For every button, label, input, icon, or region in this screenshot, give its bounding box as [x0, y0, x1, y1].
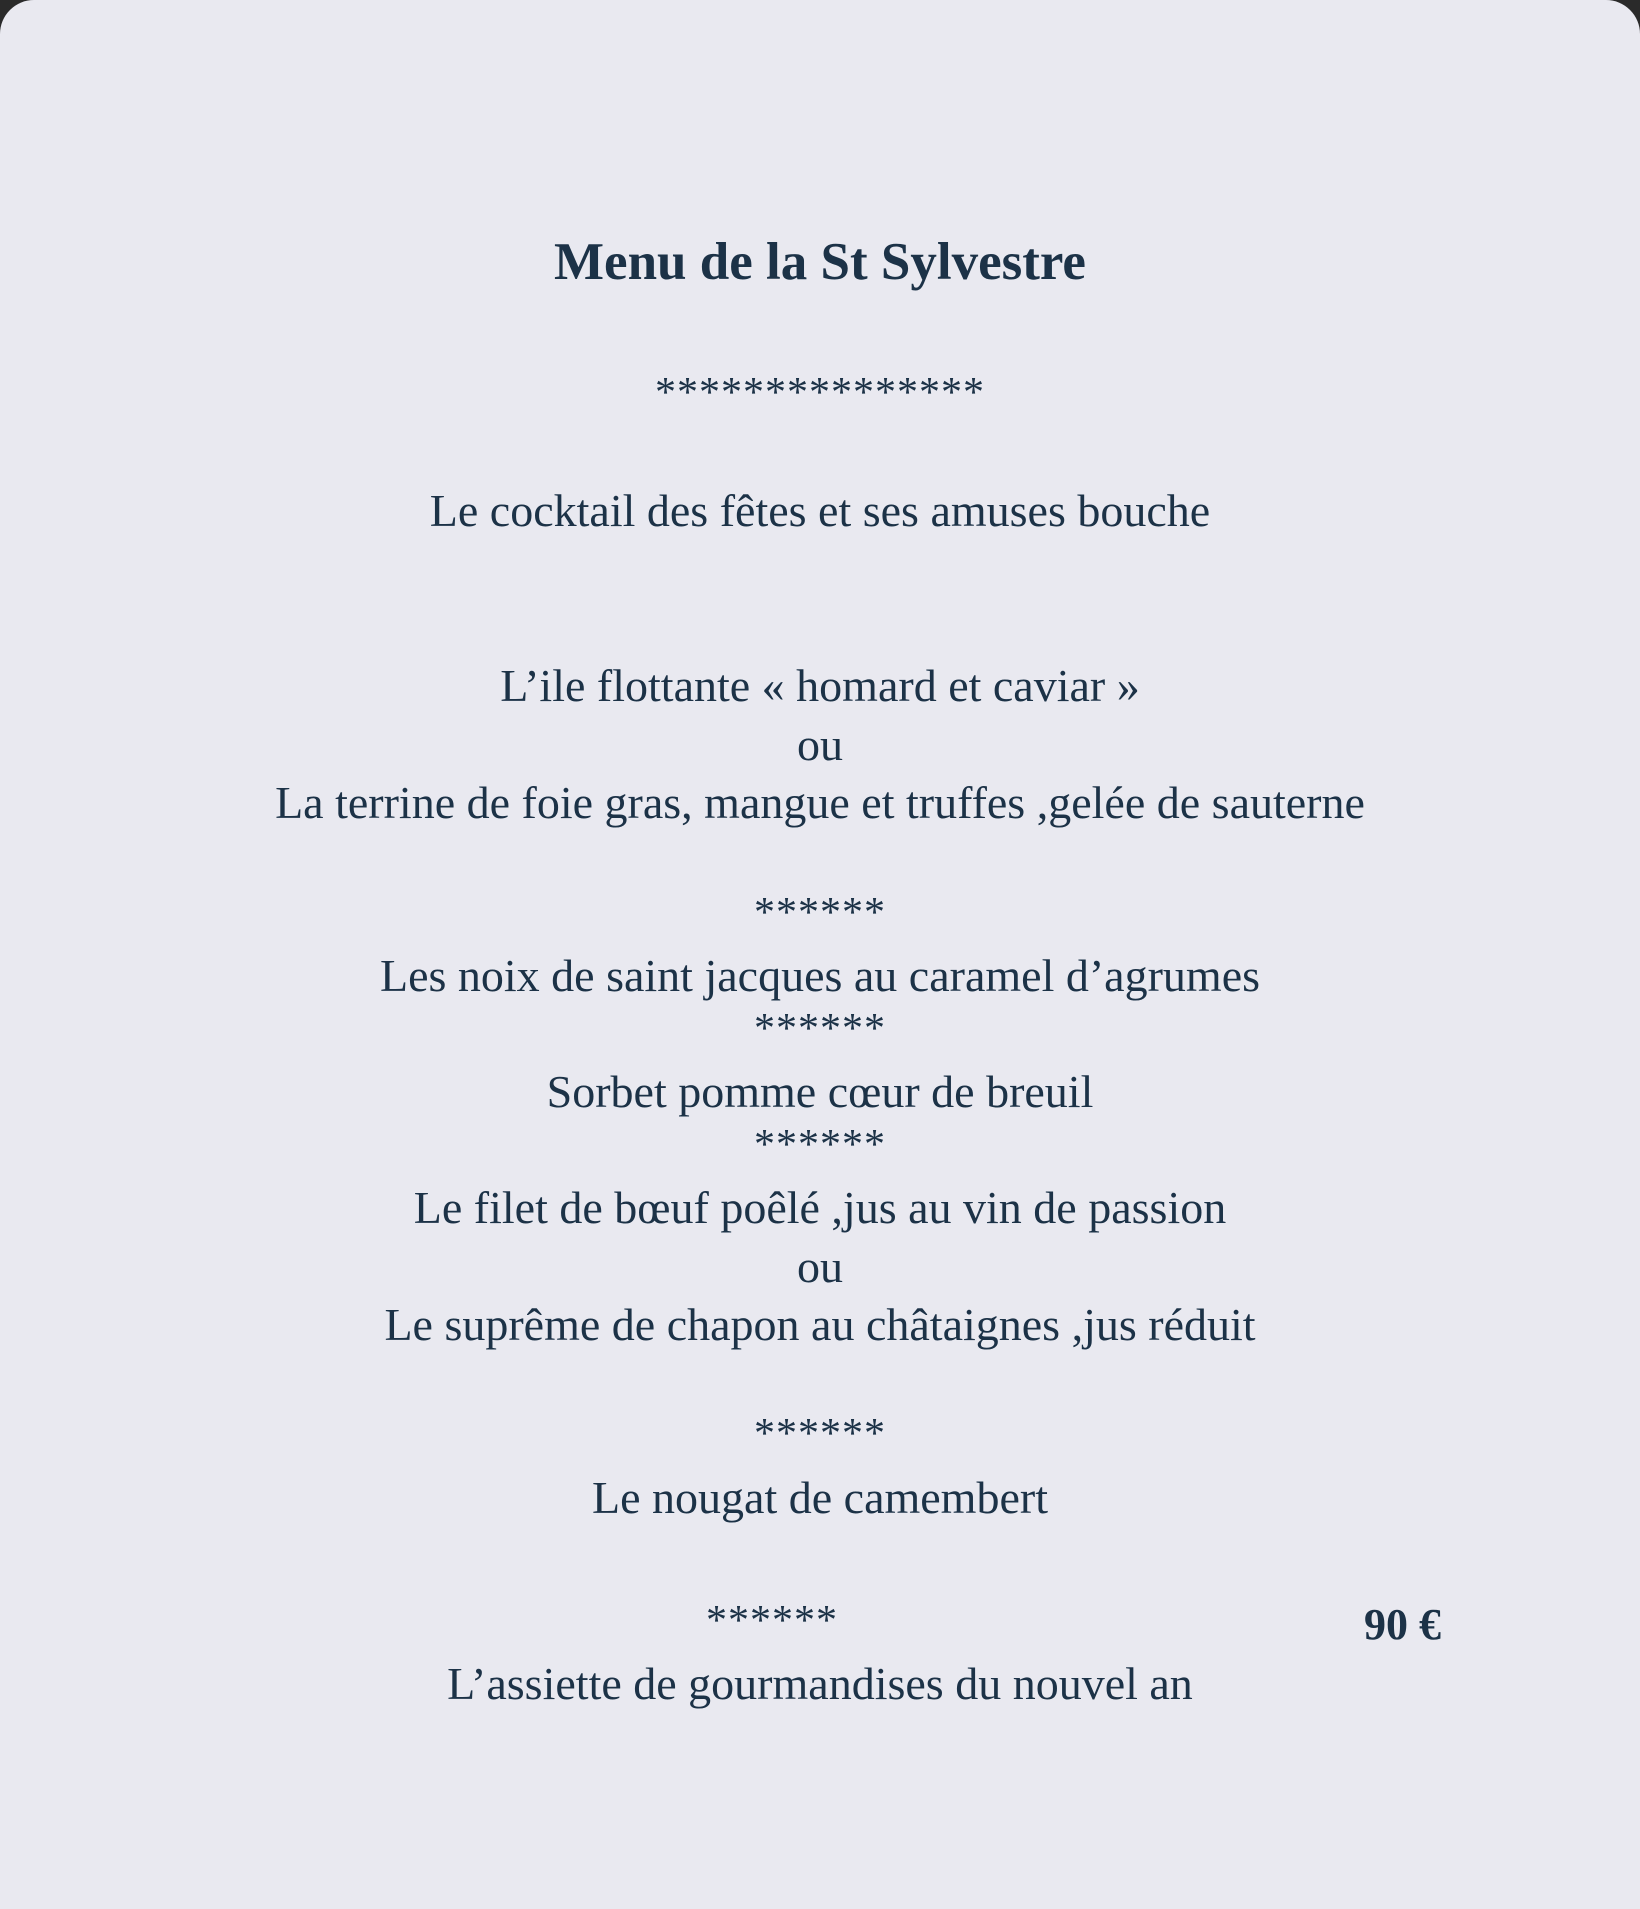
menu-price: 90 €	[1364, 1600, 1441, 1649]
separator-long: ***************	[655, 370, 985, 416]
main-option-2: Le suprême de chapon au châtaignes ,jus réduit	[384, 1299, 1256, 1350]
separator-3: ******	[754, 1122, 886, 1168]
main-option-1: Le filet de bœuf poêlé ,jus au vin de passion	[413, 1182, 1227, 1233]
starter-option-1: L’ile flottante « homard et caviar »	[500, 660, 1140, 711]
separator-4: ******	[754, 1411, 886, 1457]
cheese-course: Le nougat de camembert	[592, 1472, 1048, 1523]
separator-2: ******	[754, 1006, 886, 1052]
main-or: ou	[797, 1241, 843, 1292]
cocktail-item: Le cocktail des fêtes et ses amuses bouche	[429, 485, 1211, 536]
menu-title: Menu de la St Sylvestre	[554, 233, 1086, 291]
starter-option-2: La terrine de foie gras, mangue et truffes ,gelée de sauterne	[275, 777, 1365, 828]
starter-or: ou	[797, 719, 843, 770]
dessert-course: L’assiette de gourmandises du nouvel an	[447, 1658, 1193, 1709]
sorbet-course: Sorbet pomme cœur de breuil	[546, 1066, 1094, 1117]
separator-5: ******	[706, 1598, 838, 1644]
separator-1: ******	[754, 890, 886, 936]
fish-course: Les noix de saint jacques au caramel d’agrumes	[379, 950, 1261, 1001]
